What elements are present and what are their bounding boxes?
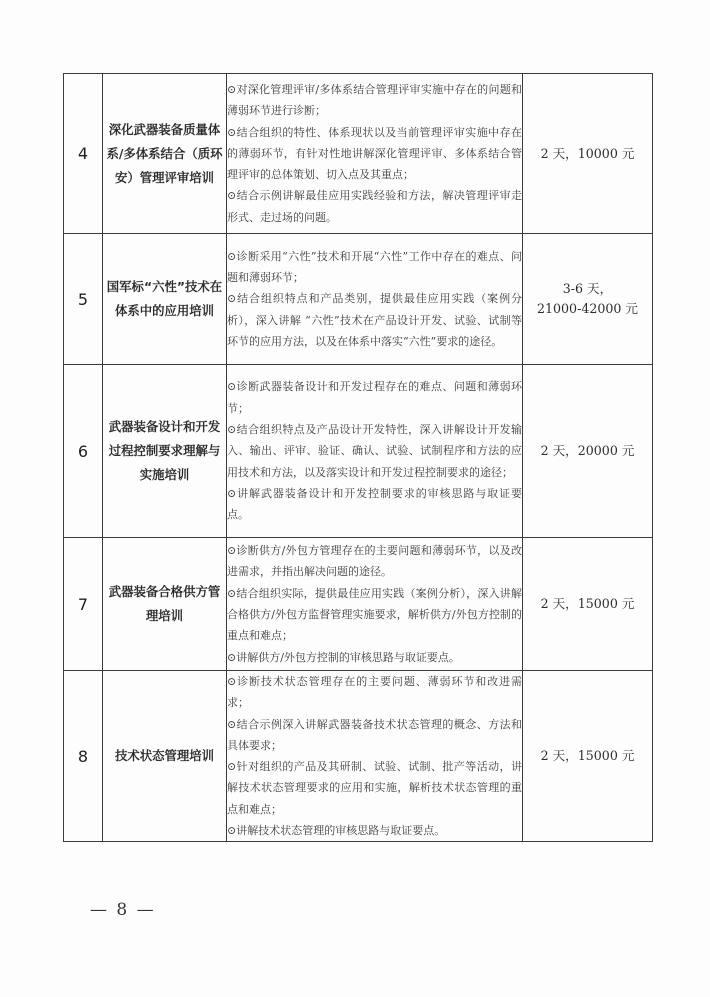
table-row [64, 365, 653, 538]
course-fee [523, 365, 653, 538]
course-name: 国军标“六性”技术在体系中的应用培训 [103, 234, 227, 365]
fee-text: 3-6 天， [562, 281, 613, 296]
content-item: ⊙结合示例深入讲解武器装备技术状态管理的概念、方法和具体要求； [227, 717, 522, 752]
row-number: 5 [64, 234, 103, 365]
content-item: ⊙结合组织实际，提供最佳应用实践（案例分析），深入讲解合格供方/外包方监督管理实施要求，解析供方/外包方控制的重点和难点； [227, 586, 522, 643]
content-item: ⊙诊断武器装备设计和开发过程存在的难点、问题和薄弱环节； [227, 380, 522, 415]
course-name: 武器装备合格供方管理培训 [103, 538, 227, 671]
course-name: 技术状态管理培训 [103, 671, 227, 842]
course-content [227, 234, 523, 365]
training-course-table [63, 73, 653, 842]
course-fee [523, 671, 653, 842]
content-item: ⊙诊断采用“六性”技术和开展“六性”工作中存在的难点、问题和薄弱环节； [227, 249, 522, 285]
course-name: 深化武器装备质量体系/多体系结合（质环安）管理评审培训 [103, 74, 227, 234]
content-item: ⊙结合示例讲解最佳应用实践经验和方法，解决管理评审走形式、走过场的问题。 [227, 189, 522, 224]
course-fee [523, 234, 653, 365]
fee-text: 2 天，20000 元 [540, 443, 635, 458]
content-item: ⊙针对组织的产品及其研制、试验、试制、批产等活动，讲解技术状态管理要求的应用和实施，解析技术状态管理的重点和难点； [227, 760, 522, 816]
fee-text: 2 天，10000 元 [540, 145, 635, 161]
content-item: ⊙讲解技术状态管理的审核思路与取证要点。 [227, 824, 446, 838]
content-item: ⊙对深化管理评审/多体系结合管理评审实施中存在的问题和薄弱环节进行诊断； [227, 82, 522, 118]
content-item: ⊙诊断技术状态管理存在的主要问题、薄弱环节和改进需求； [227, 675, 522, 710]
table-row [64, 538, 653, 671]
content-item: ⊙讲解武器装备设计和开发控制要求的审核思路与取证要点。 [227, 486, 522, 522]
course-content [227, 365, 523, 538]
content-item: ⊙结合组织特点和产品类别，提供最佳应用实践（案例分析），深入讲解 “六性”技术在产品设计开发、试验、试制等环节的应用方法，以及在体系中落实“六性”要求的途径。 [227, 292, 522, 348]
row-number: 7 [64, 538, 103, 671]
page-number: — 8 — [90, 900, 156, 920]
content-item: ⊙讲解供方/外包方控制的审核思路与取证要点。 [227, 650, 460, 664]
fee-text: 2 天，15000 元 [540, 596, 635, 611]
course-fee [523, 538, 653, 671]
course-content [227, 74, 523, 234]
course-name: 武器装备设计和开发过程控制要求理解与实施培训 [103, 365, 227, 538]
table-row [64, 234, 653, 365]
table-row [64, 671, 653, 842]
content-item: ⊙结合组织特点及产品设计开发特性，深入讲解设计开发输入、输出、评审、验证、确认、试验、试制程序和方法的应用技术和方法，以及落实设计和开发过程控制要求的途径； [227, 423, 522, 479]
row-number: 6 [64, 365, 103, 538]
course-content [227, 671, 523, 842]
row-number: 8 [64, 671, 103, 842]
row-number: 4 [64, 74, 103, 234]
course-fee [523, 74, 653, 234]
content-item: ⊙诊断供方/外包方管理存在的主要问题和薄弱环节，以及改进需求，并指出解决问题的途径。 [227, 544, 522, 579]
fee-text: 2 天，15000 元 [540, 748, 635, 764]
content-item: ⊙结合组织的特性、体系现状以及当前管理评审实施中存在的薄弱环节，有针对性地讲解深化管理评审、多体系结合管理评审的总体策划、切入点及其重点； [227, 125, 522, 182]
course-content [227, 538, 523, 671]
fee-text: 21000-42000 元 [537, 301, 638, 316]
table-row [64, 74, 653, 234]
